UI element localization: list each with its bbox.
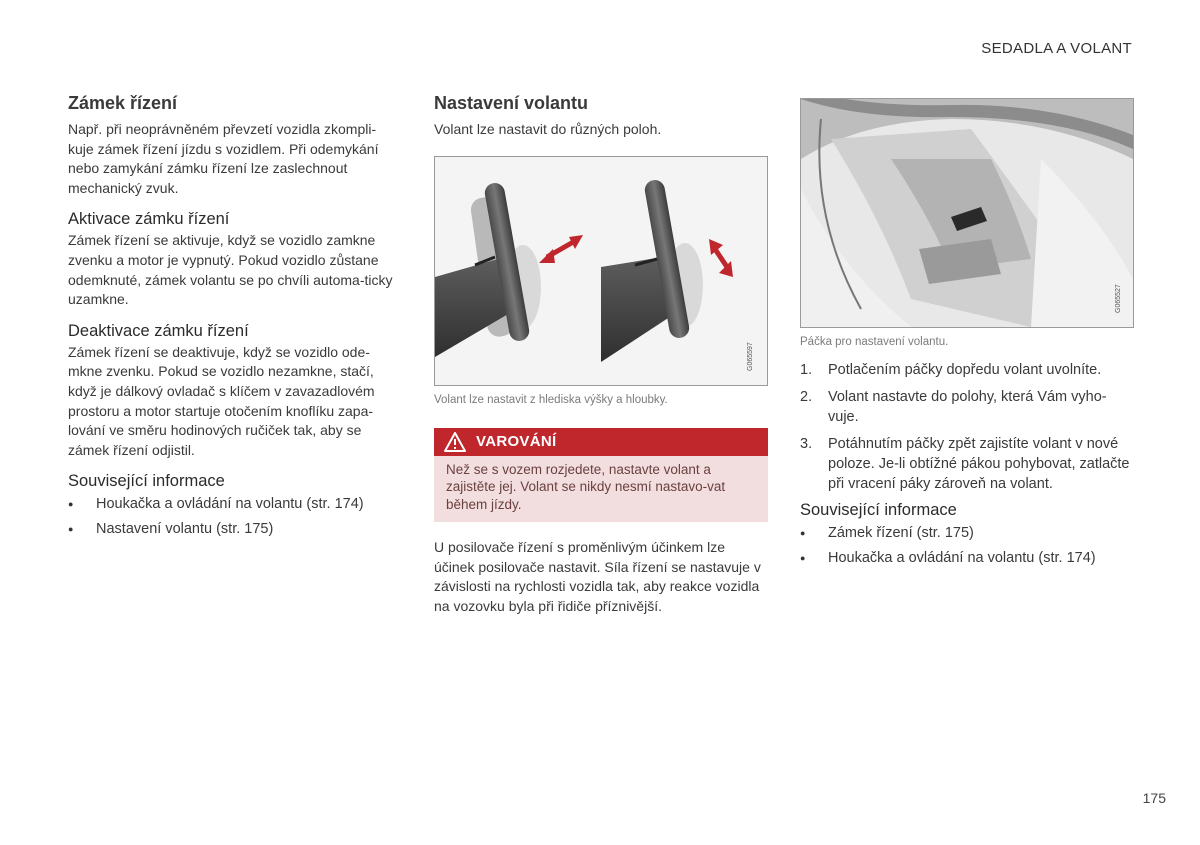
step-text: Volant nastavte do polohy, která Vám vyho-vuje. [828,389,1107,425]
deactivation-text: Zámek řízení se deaktivuje, když se vozidlo ode-mkne zvenku. Pokud se vozidlo nezamkne, stačí, když je dálkový ovladač s klíčem v zavazadlovém prostoru a motor startuje otočením knoflíku zapa-lování ve směru hodinových ručiček tak, aby se zámek řízení odjistil. [68,343,375,458]
step-item [800,360,1134,380]
steering-lock-intro: Např. při neoprávněném převzetí vozidla zkompli-kuje zámek řízení jízdu s vozidlem. Při odemykání nebo zamykání zámku řízení lze zaslechnout mechanický zvuk. [68,121,379,196]
related-link-steering-adjust[interactable]: ● Nastavení volantu (str. 175) [68,520,400,539]
related-link-horn-2[interactable]: ● Houkačka a ovládání na volantu (str. 174) [800,549,1134,568]
section-header: SEDADLA A VOLANT [981,40,1132,57]
figure-code: G065597 [747,341,754,371]
steering-wheel-positions-figure [434,156,768,386]
related-info-heading-2: Související informace [800,501,957,519]
step-number: 2. [800,389,813,405]
warning-box [434,428,768,523]
related-info-heading: Související informace [68,472,225,491]
warning-text: Než se s vozem rozjedete, nastavte volant a zajistěte jej. Volant se nikdy nesmí nastavo-vat během jízdy. [446,461,726,512]
step-text: Potlačením páčky dopředu volant uvolníte. [828,362,1102,378]
adjust-lever-figure [800,98,1134,328]
related-info-list [68,495,400,539]
adjust-steps-list [800,360,1134,494]
column-steering-lock [68,93,400,545]
lever-figure-caption: Páčka pro nastavení volantu. [800,336,949,348]
deactivation-heading: Deaktivace zámku řízení [68,321,249,340]
steering-adjust-heading: Nastavení volantu [434,93,589,113]
page-number: 175 [1142,790,1166,806]
step-item [800,387,1134,427]
related-link-horn[interactable]: ● Houkačka a ovládání na volantu (str. 174) [68,495,400,514]
adjust-lever-illustration [801,99,1133,327]
power-steering-text: U posilovače řízení s proměnlivým účinkem lze účinek posilovače nastavit. Síla řízení se nastavuje v závislosti na rychlosti vozidla tak, aby reakce vozidla na vozovku byla při řidiče příznivější. [434,539,761,614]
warning-triangle-icon [444,432,466,452]
steering-adjust-intro: Volant lze nastavit do různých poloh. [434,121,662,137]
step-item [800,434,1134,494]
step-text: Potáhnutím páčky zpět zajistíte volant v nové poloze. Je-li obtížné pákou pohybovat, zatlačte při vracení páky zároveň na volant. [828,436,1130,492]
column-steering-adjust [434,93,768,616]
warning-header [434,428,768,456]
warning-title: VAROVÁNÍ [476,433,557,451]
figure-code-lever: G065527 [1115,284,1122,313]
activation-heading: Aktivace zámku řízení [68,210,230,229]
figure-caption: Volant lze nastavit z hlediska výšky a hloubky. [434,393,668,406]
steering-lock-heading: Zámek řízení [68,93,178,113]
related-link-steering-lock[interactable]: ● Zámek řízení (str. 175) [800,524,1134,543]
steering-wheel-illustration [435,157,767,385]
related-info-list-2 [800,524,1134,568]
step-number: 3. [800,436,813,452]
activation-text: Zámek řízení se aktivuje, když se vozidlo zamkne zvenku a motor je vypnutý. Pokud vozidlo zůstane odemknuté, zámek volantu se po chvíli automa-ticky uzamkne. [68,232,393,308]
column-lever [800,98,1134,574]
step-number: 1. [800,362,813,378]
